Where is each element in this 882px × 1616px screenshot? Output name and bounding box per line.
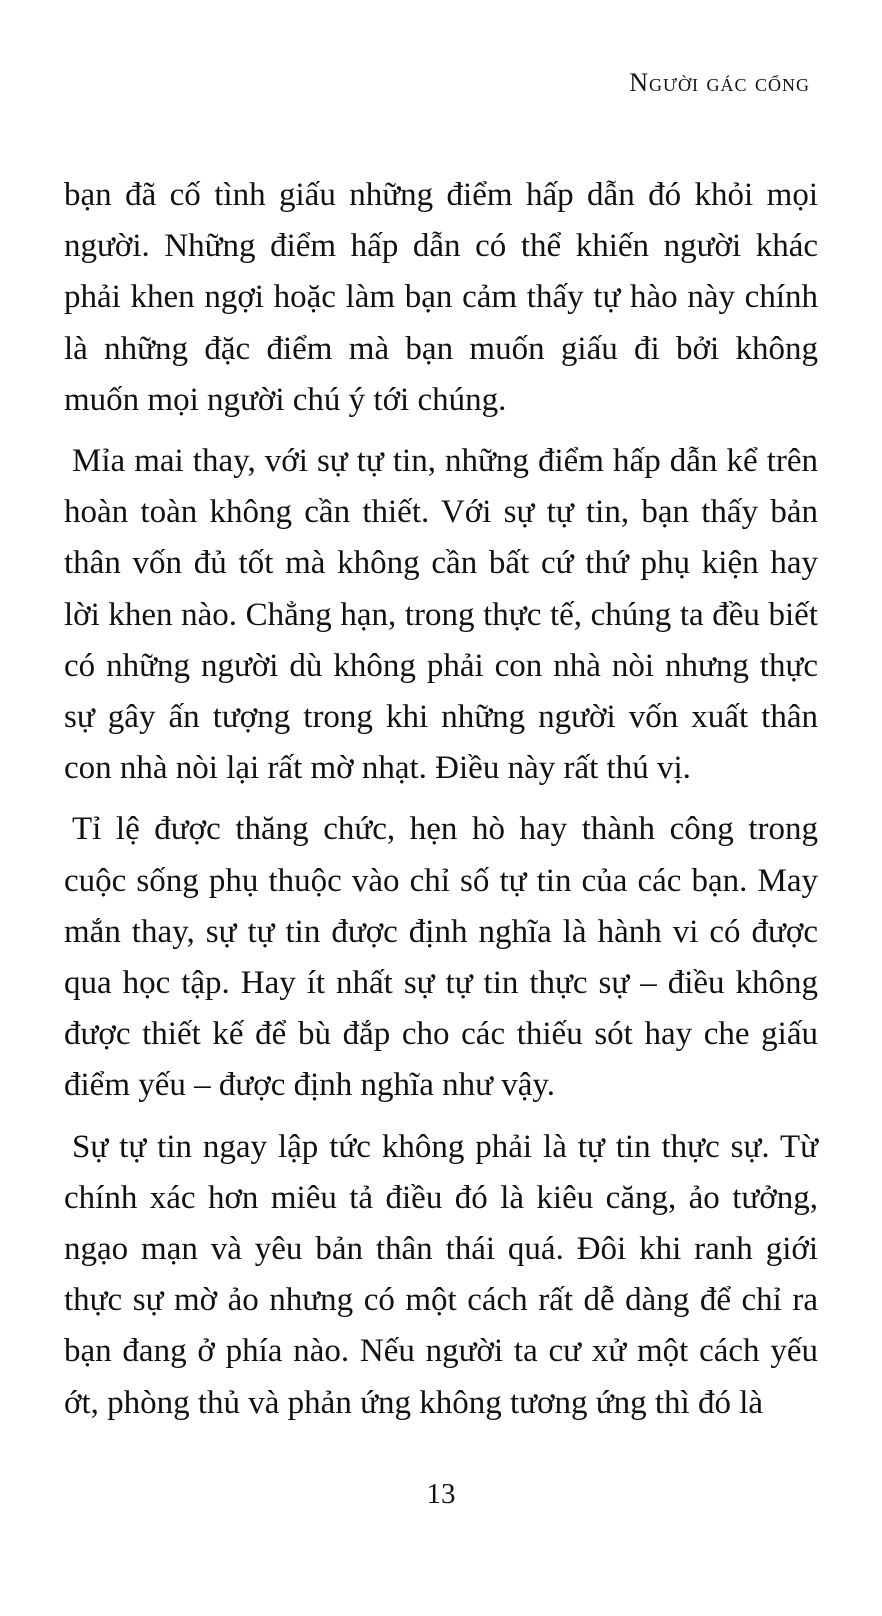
paragraph-3: Tỉ lệ được thăng chức, hẹn hò hay thành công trong cuộc sống phụ thuộc vào chỉ số tự tin của các bạn. May mắn thay, sự tự tin được định nghĩa là hành vi có được qua học tập. Hay ít nhất sự tự tin thực sự – điều không được thiết kế để bù đắp cho các thiếu sót hay che giấu điểm yếu – được định nghĩa như vậy.: [64, 811, 818, 1104]
running-head: Người gác cổng: [629, 68, 810, 97]
body-text: [64, 170, 818, 1439]
paragraph-2: Mỉa mai thay, với sự tự tin, những điểm hấp dẫn kể trên hoàn toàn không cần thiết. Với sự tự tin, bạn thấy bản thân vốn đủ tốt mà không cần bất cứ thứ phụ kiện hay lời khen nào. Chẳng hạn, trong thực tế, chúng ta đều biết có những người dù không phải con nhà nòi nhưng thực sự gây ấn tượng trong khi những người vốn xuất thân con nhà nòi lại rất mờ nhạt. Điều này rất thú vị.: [64, 443, 818, 787]
paragraph-4: Sự tự tin ngay lập tức không phải là tự tin thực sự. Từ chính xác hơn miêu tả điều đó là kiêu căng, ảo tưởng, ngạo mạn và yêu bản thân thái quá. Đôi khi ranh giới thực sự mờ ảo nhưng có một cách rất dễ dàng để chỉ ra bạn đang ở phía nào. Nếu người ta cư xử một cách yếu ớt, phòng thủ và phản ứng không tương ứng thì đó là: [64, 1128, 818, 1421]
paragraph-1: bạn đã cố tình giấu những điểm hấp dẫn đó khỏi mọi người. Những điểm hấp dẫn có thể khiến người khác phải khen ngợi hoặc làm bạn cảm thấy tự hào này chính là những đặc điểm mà bạn muốn giấu đi bởi không muốn mọi người chú ý tới chúng.: [64, 177, 818, 418]
page-number: 13: [426, 1478, 456, 1510]
